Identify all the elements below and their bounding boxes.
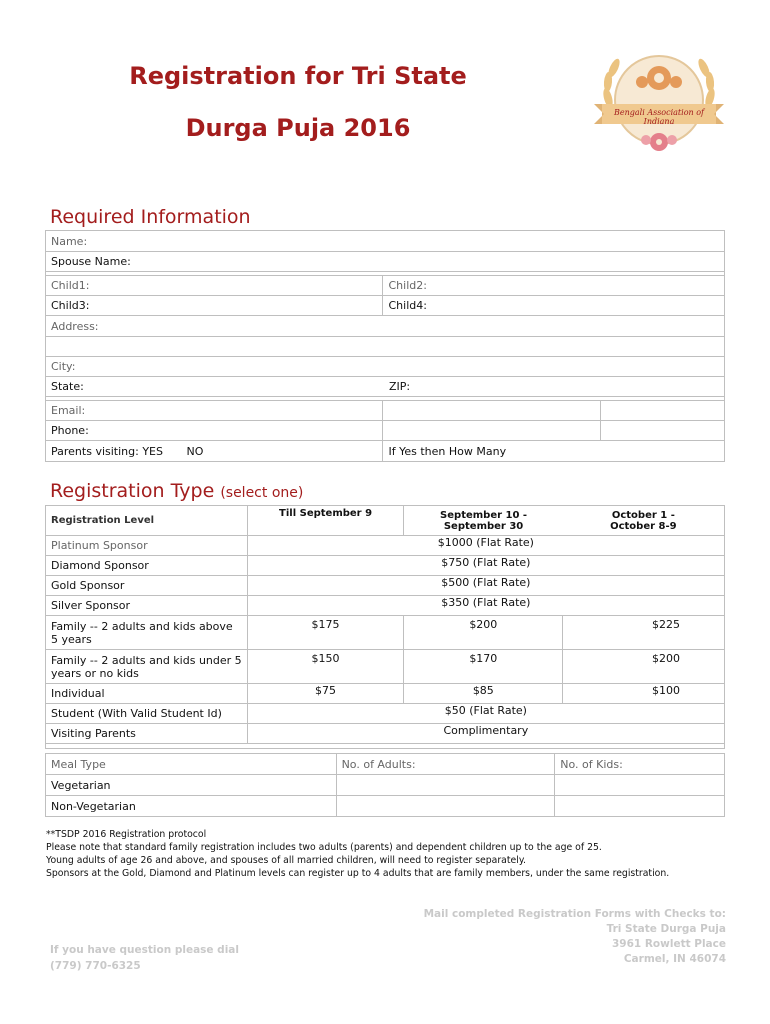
price-october: $200 <box>563 650 725 684</box>
question-text: If you have question please dial <box>50 944 239 956</box>
level-label: Student (With Valid Student Id) <box>46 704 248 724</box>
required-info-table <box>45 230 725 462</box>
address-field[interactable]: Address: <box>46 316 725 337</box>
page-title-line2: Durga Puja 2016 <box>185 114 411 142</box>
col-registration-level: Registration Level <box>46 506 248 536</box>
price-october: $225 <box>563 616 725 650</box>
price-cell: $50 (Flat Rate) <box>247 704 724 724</box>
registration-heading-text: Registration Type <box>50 480 215 502</box>
level-label: Individual <box>46 684 248 704</box>
mail-line: Mail completed Registration Forms with Checks to: <box>423 908 726 920</box>
question-contact <box>50 942 239 974</box>
parents-visiting-field[interactable] <box>46 441 383 462</box>
logo-text: Bengali Association of Indiana <box>614 108 704 126</box>
price-cell: $1000 (Flat Rate) <box>247 536 724 556</box>
level-label: Visiting Parents <box>46 724 248 744</box>
phone-number[interactable]: (779) 770-6325 <box>50 960 141 972</box>
registration-subheading: (select one) <box>220 485 304 501</box>
nonveg-adults-cell[interactable] <box>336 796 555 817</box>
table-row[interactable] <box>46 616 725 650</box>
zip-field[interactable]: ZIP: <box>383 377 725 397</box>
level-label: Family -- 2 adults and kids under 5 years or no kids <box>46 650 248 684</box>
table-row[interactable] <box>46 576 725 596</box>
table-row[interactable] <box>46 596 725 616</box>
parents-visiting-yes[interactable]: Parents visiting: YES <box>51 444 163 458</box>
level-label: Silver Sponsor <box>46 596 248 616</box>
notes-line: Young adults of age 26 and above, and spouses of all married children, will need to register separately. <box>46 855 526 866</box>
col-october-line2: October 8-9 <box>610 520 677 532</box>
kids-count-field[interactable]: No. of Kids: <box>555 754 725 775</box>
address-line2-field[interactable] <box>46 337 725 357</box>
price-cell: $350 (Flat Rate) <box>247 596 724 616</box>
registration-notes <box>46 828 669 880</box>
mail-address-block <box>424 907 726 967</box>
price-cell: $750 (Flat Rate) <box>247 556 724 576</box>
phone-extra-cell[interactable] <box>383 421 601 441</box>
col-september <box>404 506 563 536</box>
col-september-line2: September 30 <box>443 520 524 532</box>
veg-adults-cell[interactable] <box>336 775 555 796</box>
phone-extra-cell-2[interactable] <box>601 421 725 441</box>
nonveg-kids-cell[interactable] <box>555 796 725 817</box>
meal-table <box>45 753 725 817</box>
adults-count-field[interactable]: No. of Adults: <box>336 754 555 775</box>
mail-line: 3961 Rowlett Place <box>611 938 726 950</box>
notes-line: Please note that standard family registration includes two adults (parents) and dependent children up to the age of 25. <box>46 842 602 853</box>
mail-line: Tri State Durga Puja <box>606 923 726 935</box>
price-cell: $500 (Flat Rate) <box>247 576 724 596</box>
child2-field[interactable]: Child2: <box>383 276 725 296</box>
price-cell: Complimentary <box>247 724 724 744</box>
price-till: $75 <box>247 684 404 704</box>
meal-type-label: Meal Type <box>46 754 337 775</box>
col-till-september: Till September 9 <box>247 506 404 536</box>
city-field[interactable]: City: <box>46 357 725 377</box>
level-label: Gold Sponsor <box>46 576 248 596</box>
non-vegetarian-option[interactable]: Non-Vegetarian <box>46 796 337 817</box>
table-row[interactable] <box>46 704 725 724</box>
price-september: $170 <box>404 650 563 684</box>
page-title-line1: Registration for Tri State <box>129 62 467 90</box>
section-heading-registration <box>50 480 303 502</box>
child3-field[interactable]: Child3: <box>46 296 383 316</box>
section-heading-required: Required Information <box>50 206 251 228</box>
table-row[interactable] <box>46 684 725 704</box>
veg-kids-cell[interactable] <box>555 775 725 796</box>
level-label: Diamond Sponsor <box>46 556 248 576</box>
parents-visiting-no[interactable]: NO <box>186 444 204 458</box>
table-row[interactable] <box>46 556 725 576</box>
email-extra-cell[interactable] <box>383 401 601 421</box>
how-many-field[interactable]: If Yes then How Many <box>383 441 725 462</box>
level-label: Family -- 2 adults and kids above 5 years <box>46 616 248 650</box>
child1-field[interactable]: Child1: <box>46 276 383 296</box>
registration-table <box>45 505 725 749</box>
col-september-line1: September 10 - <box>440 509 528 521</box>
table-row[interactable] <box>46 536 725 556</box>
mail-line: Carmel, IN 46074 <box>623 953 726 965</box>
phone-field[interactable]: Phone: <box>46 421 383 441</box>
state-field[interactable]: State: <box>46 377 383 397</box>
col-october <box>563 506 725 536</box>
price-october: $100 <box>563 684 725 704</box>
notes-line: **TSDP 2016 Registration protocol <box>46 829 207 840</box>
price-september: $200 <box>404 616 563 650</box>
col-october-line1: October 1 - <box>611 509 675 521</box>
notes-line: Sponsors at the Gold, Diamond and Platinum levels can register up to 4 adults that are family members, under the same registration. <box>46 868 670 879</box>
level-label: Platinum Sponsor <box>46 536 248 556</box>
price-september: $85 <box>404 684 563 704</box>
email-field[interactable]: Email: <box>46 401 383 421</box>
logo <box>592 42 726 160</box>
table-row[interactable] <box>46 650 725 684</box>
divider <box>46 744 725 749</box>
child4-field[interactable]: Child4: <box>383 296 725 316</box>
name-field[interactable]: Name: <box>46 231 725 252</box>
email-extra-cell-2[interactable] <box>601 401 725 421</box>
price-till: $150 <box>247 650 404 684</box>
price-till: $175 <box>247 616 404 650</box>
vegetarian-option[interactable]: Vegetarian <box>46 775 337 796</box>
spouse-name-field[interactable]: Spouse Name: <box>46 252 725 272</box>
table-row[interactable] <box>46 724 725 744</box>
